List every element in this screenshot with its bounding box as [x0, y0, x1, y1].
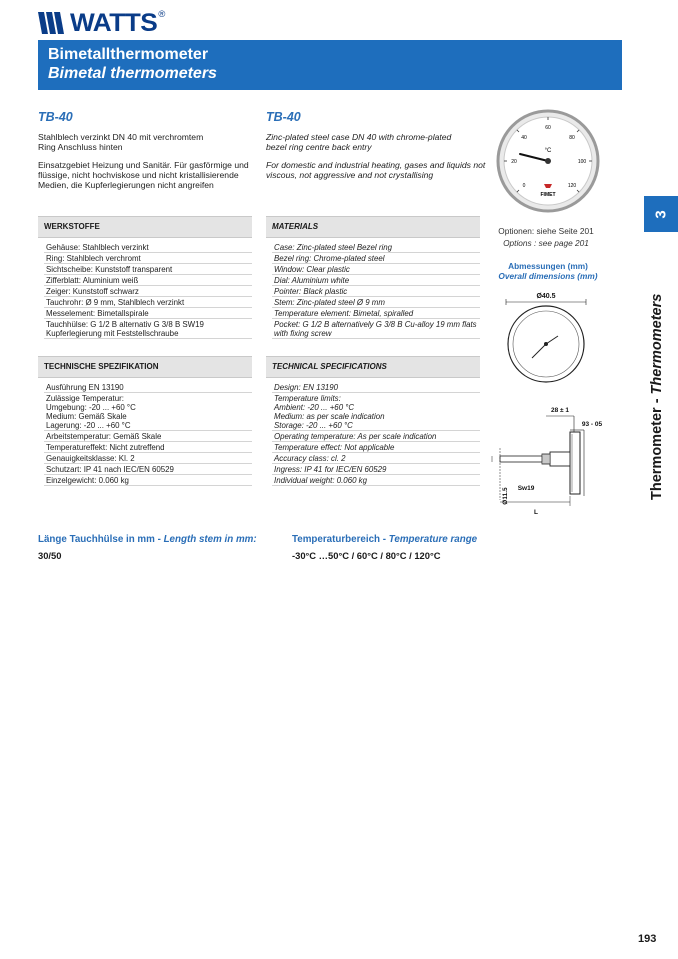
- table-cell-line: Ausführung EN 13190: [46, 383, 124, 392]
- table-header: TECHNISCHE SPEZIFIKATION: [38, 356, 252, 378]
- thread-label: 93 - 05: [581, 421, 603, 428]
- table-row: [44, 393, 252, 431]
- table-cell-line: Ingress: IP 41 for IEC/EN 60529: [274, 465, 387, 474]
- temperature-range-value: -30°C …50°C / 60°C / 80°C / 120°C: [292, 550, 441, 561]
- title-banner: [38, 40, 622, 90]
- table-rows: [266, 242, 480, 339]
- stem-diameter-label: Ø11.5: [502, 487, 509, 505]
- table-cell-line: Temperatureffekt: Nicht zutreffend: [46, 443, 165, 452]
- table-row: [44, 242, 252, 253]
- table-cell-line: Temperature limits:: [274, 394, 341, 403]
- watts-logo: [38, 8, 165, 37]
- table-cell-line: Lagerung: -20 ... +60 °C: [46, 421, 131, 430]
- table-cell-line: Individual weight: 0.060 kg: [274, 476, 367, 485]
- table-cell-line: Accuracy class: cl. 2: [274, 454, 346, 463]
- table-row: [44, 308, 252, 319]
- table-cell-line: Arbeitstemperatur: Gemäß Skale: [46, 432, 162, 441]
- chapter-tab[interactable]: [644, 196, 678, 232]
- dial-brand: FIMET: [540, 192, 556, 198]
- table-cell-line: Sichtscheibe: Kunststoff transparent: [46, 265, 173, 274]
- table-cell-line: Gehäuse: Stahlblech verzinkt: [46, 243, 149, 252]
- dial-scale-label: 40: [521, 135, 527, 141]
- dimensions-title-de: Abmessungen (mm): [508, 261, 588, 271]
- table-rows: [38, 242, 252, 339]
- table-cell-line: Operating temperature: As per scale indication: [274, 432, 437, 441]
- table-cell-line: Temperature effect: Not applicable: [274, 443, 395, 452]
- table-row: [44, 319, 252, 339]
- table-rows: [266, 382, 480, 486]
- table-row: [272, 464, 480, 475]
- table-row: [44, 442, 252, 453]
- table-cell-line: Umgebung: -20 ... +60 °C: [46, 403, 136, 412]
- table-cell-line: Stem: Zinc-plated steel Ø 9 mm: [274, 298, 385, 307]
- depth-label: 28 ± 1: [550, 407, 570, 414]
- table-row: [272, 264, 480, 275]
- table-header: MATERIALS: [266, 216, 480, 238]
- table-row: [44, 286, 252, 297]
- description-de-use: Einsatzgebiet Heizung und Sanitär. Für gasförmige und flüssige, nicht hochviskose und nicht kristallisierende Medien, die Kupferlegierungen nicht angreifen: [38, 160, 249, 190]
- table-cell-line: Zifferblatt: Aluminium weiß: [46, 276, 139, 285]
- specs-table-en: [266, 356, 480, 486]
- table-row: [44, 264, 252, 275]
- table-cell-line: with fixing screw: [274, 329, 332, 338]
- table-row: [44, 253, 252, 264]
- length-label: L: [534, 509, 538, 516]
- model-title-de: TB-40: [38, 110, 73, 124]
- brand-name: WATTS®: [70, 8, 165, 37]
- table-row: [44, 431, 252, 442]
- table-row: [272, 319, 480, 339]
- table-cell-line: Kupferlegierung mit Feststellschraube: [46, 329, 179, 338]
- temperature-range-label: Temperaturbereich - Temperature range: [292, 534, 478, 545]
- dial-scale-label: 120: [567, 183, 577, 189]
- options-en: Options : see page 201: [503, 238, 589, 248]
- table-row: [272, 393, 480, 431]
- dial-scale-label: 20: [511, 159, 517, 165]
- specs-table-de: [38, 356, 252, 486]
- dial-unit: °C: [544, 148, 552, 154]
- table-cell-line: Medium: Gemäß Skale: [46, 412, 127, 421]
- chapter-number: 3: [652, 209, 670, 219]
- table-row: [272, 431, 480, 442]
- table-row: [272, 442, 480, 453]
- model-title-en: TB-40: [266, 110, 301, 124]
- section-side-label: Thermometer - Thermometers: [649, 293, 665, 500]
- stem-length-value: 30/50: [38, 550, 62, 561]
- table-cell-line: Ambient: -20 ... +60 °C: [274, 403, 355, 412]
- watts-logo-icon: [38, 12, 68, 34]
- table-cell-line: Case: Zinc-plated steel Bezel ring: [274, 243, 392, 252]
- table-cell-line: Bezel ring: Chrome-plated steel: [274, 254, 385, 263]
- table-cell-line: Einzelgewicht: 0.060 kg: [46, 476, 129, 485]
- table-row: [44, 297, 252, 308]
- dial-scale-label: 0: [522, 183, 526, 189]
- wrench-label: Sw19: [517, 485, 535, 492]
- dial-scale-label: 60: [545, 125, 551, 131]
- table-row: [272, 253, 480, 264]
- banner-title-de: Bimetallthermometer: [48, 46, 209, 63]
- product-photo: [484, 104, 612, 214]
- description-en-use: For domestic and industrial heating, gases and liquids not viscous, not aggressive and not crystallising: [266, 160, 486, 180]
- page-number: 193: [638, 933, 657, 945]
- table-header: TECHNICAL SPECIFICATIONS: [266, 356, 480, 378]
- table-row: [272, 286, 480, 297]
- materials-table-en: [266, 216, 480, 339]
- dimensions-title-en: Overall dimensions (mm): [498, 271, 598, 281]
- description-en-case: Zinc-plated steel case DN 40 with chrome-plated bezel ring centre back entry: [266, 132, 452, 152]
- table-row: [272, 242, 480, 253]
- table-row: [272, 453, 480, 464]
- table-cell-line: Pointer: Black plastic: [274, 287, 348, 296]
- table-cell-line: Medium: as per scale indication: [274, 412, 385, 421]
- table-row: [272, 275, 480, 286]
- table-cell-line: Pocket: G 1/2 B alternatively G 3/8 B Cu-alloy 19 mm flats: [274, 320, 477, 329]
- materials-table-de: [38, 216, 252, 339]
- description-de-case: Stahlblech verzinkt DN 40 mit verchromtem Ring Anschluss hinten: [38, 132, 204, 152]
- table-row: [44, 464, 252, 475]
- table-row: [44, 475, 252, 486]
- table-header: WERKSTOFFE: [38, 216, 252, 238]
- stem-length-label: Länge Tauchhülse in mm - Length stem in mm:: [38, 534, 257, 545]
- table-row: [272, 308, 480, 319]
- dimension-drawing: [486, 286, 610, 524]
- table-row: [44, 382, 252, 393]
- table-rows: [38, 382, 252, 486]
- table-row: [272, 297, 480, 308]
- table-cell-line: Dial: Aluminium white: [274, 276, 350, 285]
- table-cell-line: Temperature element: Bimetal, spiralled: [274, 309, 414, 318]
- table-cell-line: Window: Clear plastic: [274, 265, 350, 274]
- dial-scale-label: 100: [577, 159, 587, 165]
- options-de: Optionen: siehe Seite 201: [498, 226, 594, 236]
- table-cell-line: Zulässige Temperatur:: [46, 394, 124, 403]
- table-cell-line: Schutzart: IP 41 nach IEC/EN 60529: [46, 465, 174, 474]
- table-cell-line: Messelement: Bimetallspirale: [46, 309, 149, 318]
- table-row: [272, 382, 480, 393]
- table-row: [44, 453, 252, 464]
- table-row: [272, 475, 480, 486]
- table-cell-line: Ring: Stahlblech verchromt: [46, 254, 141, 263]
- table-row: [44, 275, 252, 286]
- table-cell-line: Genauigkeitsklasse: Kl. 2: [46, 454, 135, 463]
- table-cell-line: Tauchrohr: Ø 9 mm, Stahlblech verzinkt: [46, 298, 185, 307]
- table-cell-line: Design: EN 13190: [274, 383, 339, 392]
- dial-scale-label: 80: [569, 135, 575, 141]
- banner-title-en: Bimetal thermometers: [48, 65, 217, 82]
- diameter-label: Ø40.5: [536, 293, 556, 300]
- table-cell-line: Storage: -20 ... +60 °C: [274, 421, 353, 430]
- table-cell-line: Tauchhülse: G 1/2 B alternativ G 3/8 B SW19: [46, 320, 204, 329]
- table-cell-line: Zeiger: Kunststoff schwarz: [46, 287, 139, 296]
